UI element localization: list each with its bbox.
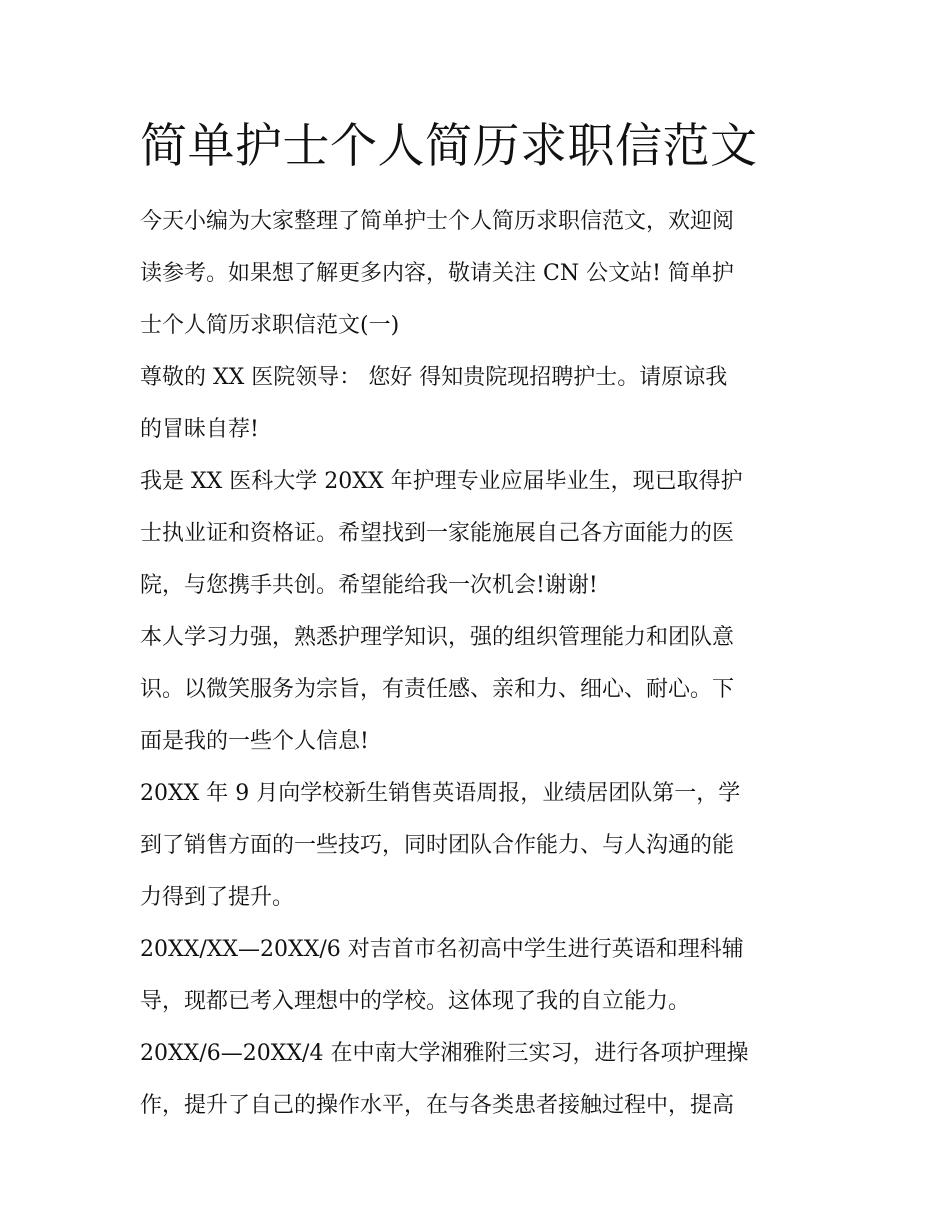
body-line: 今天小编为大家整理了简单护士个人简历求职信范文，欢迎阅	[140, 209, 735, 234]
body-line: 本人学习力强，熟悉护理学知识，强的组织管理能力和团队意	[140, 625, 735, 650]
body-line: 20XX/XX—20XX/6 对吉首市名初高中学生进行英语和理科辅	[140, 937, 744, 962]
body-line: 20XX 年 9 月向学校新生销售英语周报，业绩居团队第一，学	[140, 781, 741, 806]
document-body	[140, 196, 816, 1132]
body-line: 士个人简历求职信范文(一)	[140, 313, 400, 338]
body-line: 力得到了提升。	[140, 885, 295, 910]
document-title: 简单护士个人简历求职信范文	[140, 119, 758, 174]
body-line: 读参考。如果想了解更多内容，敬请关注 CN 公文站! 简单护	[140, 261, 734, 286]
body-line: 尊敬的 XX 医院领导： 您好 得知贵院现招聘护士。请原谅我	[140, 365, 728, 390]
body-line: 我是 XX 医科大学 20XX 年护理专业应届毕业生，现已取得护	[140, 469, 743, 494]
body-line: 20XX/6—20XX/4 在中南大学湘雅附三实习，进行各项护理操	[140, 1041, 749, 1066]
body-line: 的冒昧自荐!	[140, 417, 259, 442]
body-line: 面是我的一些个人信息!	[140, 729, 369, 754]
body-line: 识。以微笑服务为宗旨，有责任感、亲和力、细心、耐心。下	[140, 677, 735, 702]
body-line: 到了销售方面的一些技巧，同时团队合作能力、与人沟通的能	[140, 833, 735, 858]
body-line: 作，提升了自己的操作水平，在与各类患者接触过程中，提高	[140, 1093, 735, 1118]
body-line: 院，与您携手共创。希望能给我一次机会!谢谢!	[140, 573, 598, 598]
body-line: 导，现都已考入理想中的学校。这体现了我的自立能力。	[140, 989, 691, 1014]
body-line: 士执业证和资格证。希望找到一家能施展自己各方面能力的医	[140, 521, 735, 546]
